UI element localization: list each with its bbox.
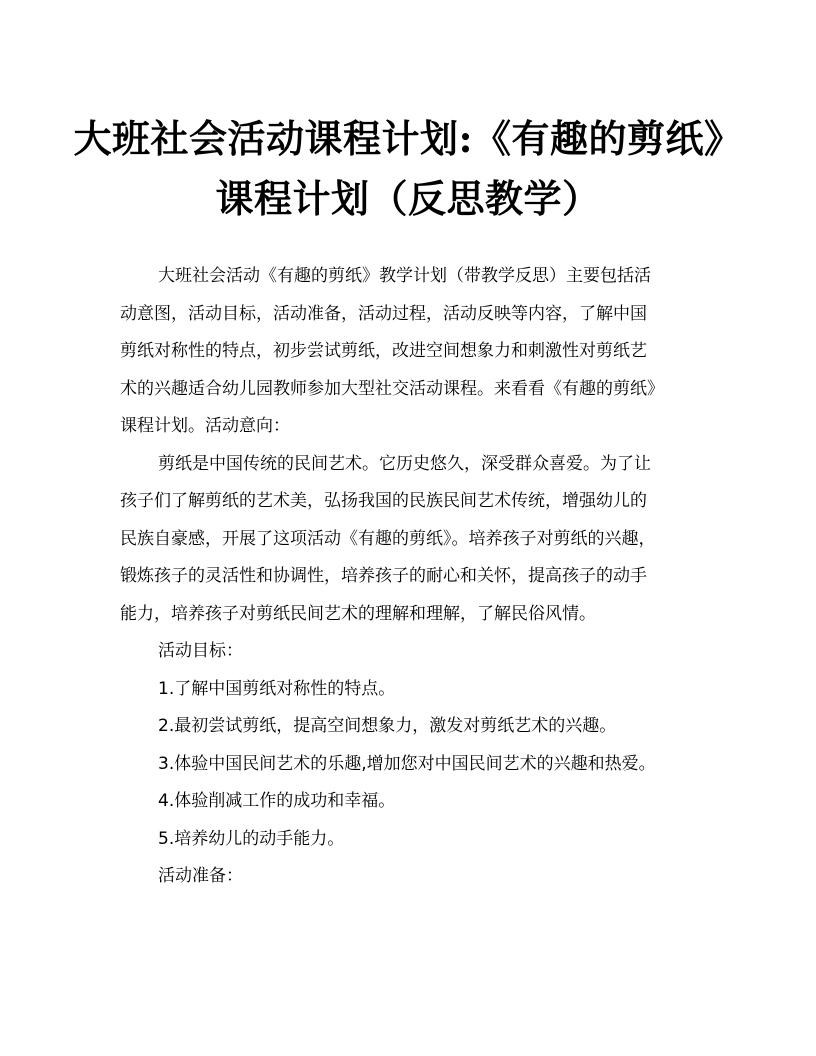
goal-item: 3.体验中国民间艺术的乐趣,增加您对中国民间艺术的兴趣和热爱。	[158, 753, 656, 774]
goal-item: 4.体验削减工作的成功和幸福。	[158, 791, 396, 811]
paragraph-2-line: 民族自豪感，开展了这项活动《有趣的剪纸》。培养孩子对剪纸的兴趣，	[120, 528, 656, 549]
paragraph-1-line: 动意图，活动目标，活动准备，活动过程，活动反映等内容，了解中国	[120, 303, 647, 324]
goal-item: 5.培养幼儿的动手能力。	[158, 828, 345, 849]
paragraph-2-line: 锻炼孩子的灵活性和协调性，培养孩子的耐心和关怀，提高孩子的动手	[120, 566, 647, 586]
goal-item: 2.最初尝试剪纸，提高空间想象力，激发对剪纸艺术的兴趣。	[158, 716, 617, 736]
paragraph-1-line: 大班社会活动《有趣的剪纸》教学计划（带教学反思）主要包括活	[158, 266, 651, 286]
paragraph-2-line: 孩子们了解剪纸的艺术美，弘扬我国的民族民间艺术传统，增强幼儿的	[120, 491, 647, 511]
paragraph-2-line: 能力，培养孩子对剪纸民间艺术的理解和理解，了解民俗风情。	[120, 603, 596, 624]
document-title-line-1: 大班社会活动课程计划:《有趣的剪纸》	[73, 116, 743, 161]
paragraph-1-line: 课程计划。活动意向：	[120, 416, 290, 436]
paragraph-2-line: 剪纸是中国传统的民间艺术。它历史悠久，深受群众喜爱。为了让	[158, 453, 651, 474]
paragraph-1-line: 剪纸对称性的特点，初步尝试剪纸，改进空间想象力和刺激性对剪纸艺	[120, 341, 647, 361]
document-title-line-2: 课程计划（反思教学）	[215, 176, 601, 221]
goal-item: 1.了解中国剪纸对称性的特点。	[158, 678, 396, 699]
goals-heading: 活动目标：	[158, 641, 243, 661]
paragraph-1-line: 术的兴趣适合幼儿园教师参加大型社交活动课程。来看看《有趣的剪纸》	[120, 378, 664, 399]
preparation-heading: 活动准备：	[158, 866, 243, 886]
document-body	[120, 258, 700, 896]
